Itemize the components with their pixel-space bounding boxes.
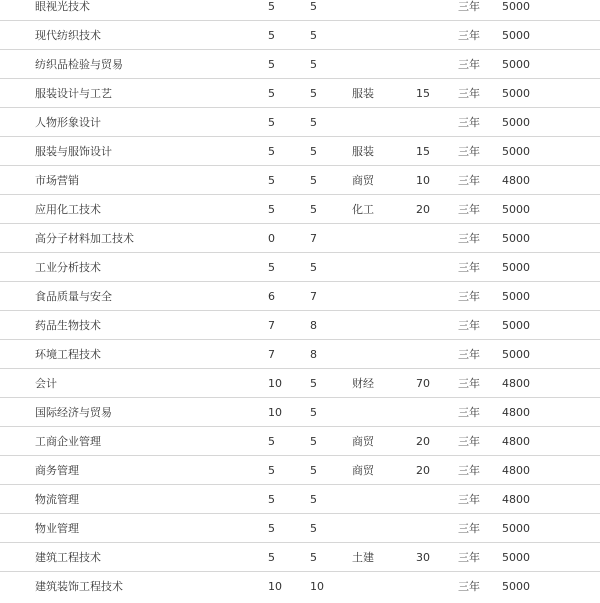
quota-b-cell: 7	[310, 224, 352, 253]
major-name-cell: 商务管理	[0, 456, 268, 485]
category-cell: 土建	[352, 543, 416, 572]
quota-b-cell: 5	[310, 166, 352, 195]
category-cell: 化工	[352, 195, 416, 224]
category-count-cell: 15	[416, 137, 458, 166]
category-count-cell	[416, 108, 458, 137]
major-name-cell: 现代纺织技术	[0, 21, 268, 50]
table-row	[0, 282, 600, 311]
major-name-cell: 应用化工技术	[0, 195, 268, 224]
category-count-cell	[416, 224, 458, 253]
quota-b-cell: 5	[310, 50, 352, 79]
category-cell	[352, 572, 416, 601]
category-count-cell	[416, 398, 458, 427]
table-row	[0, 427, 600, 456]
tuition-fee-cell: 5000	[502, 0, 600, 21]
table-row	[0, 369, 600, 398]
duration-cell: 三年	[458, 0, 502, 21]
category-cell	[352, 340, 416, 369]
quota-a-cell: 10	[268, 579, 282, 593]
quota-b-cell: 5	[310, 398, 352, 427]
quota-a-cell: 5	[268, 21, 310, 50]
quota-b-cell: 5	[310, 427, 352, 456]
duration-cell: 三年	[458, 340, 502, 369]
quota-a-cell: 5	[268, 514, 310, 543]
category-cell: 商贸	[352, 166, 416, 195]
table-row	[0, 108, 600, 137]
table-row	[0, 398, 600, 427]
major-name-cell: 环境工程技术	[0, 340, 268, 369]
major-name-cell: 高分子材料加工技术	[0, 224, 268, 253]
tuition-fee-cell: 5000	[502, 79, 600, 108]
tuition-fee-cell: 5000	[502, 282, 600, 311]
quota-b-cell: 5	[310, 253, 352, 282]
quota-b-cell: 5	[310, 108, 352, 137]
table-row	[0, 456, 600, 485]
tuition-fee-cell: 5000	[502, 224, 600, 253]
major-name-cell: 眼视光技术	[0, 0, 268, 21]
duration-cell: 三年	[458, 485, 502, 514]
category-count-cell: 20	[416, 427, 458, 456]
quota-a-cell: 5	[268, 456, 310, 485]
category-count-cell	[416, 572, 458, 601]
table-row	[0, 166, 600, 195]
category-count-cell: 20	[416, 456, 458, 485]
duration-cell: 三年	[458, 50, 502, 79]
tuition-fee-cell: 4800	[502, 456, 600, 485]
category-count-cell: 15	[416, 79, 458, 108]
duration-cell: 三年	[458, 166, 502, 195]
quota-b-cell: 5	[310, 195, 352, 224]
duration-cell: 三年	[458, 224, 502, 253]
tuition-fee-cell: 4800	[502, 166, 600, 195]
major-name-cell: 工业分析技术	[0, 253, 268, 282]
category-count-cell: 70	[416, 369, 458, 398]
category-cell	[352, 485, 416, 514]
category-count-cell	[416, 514, 458, 543]
duration-cell: 三年	[458, 195, 502, 224]
quota-a-cell: 0	[268, 224, 310, 253]
table-row	[0, 79, 600, 108]
duration-cell: 三年	[458, 514, 502, 543]
major-name-cell: 建筑工程技术	[0, 543, 268, 572]
duration-cell: 三年	[458, 580, 480, 593]
category-cell	[352, 398, 416, 427]
tuition-fee-cell: 4800	[502, 427, 600, 456]
quota-b-cell: 5	[310, 514, 352, 543]
table-row	[0, 572, 600, 601]
category-cell	[352, 50, 416, 79]
quota-a-cell: 5	[268, 108, 310, 137]
quota-b-cell: 5	[310, 79, 352, 108]
duration-cell: 三年	[458, 79, 502, 108]
tuition-fee-cell: 5000	[502, 311, 600, 340]
quota-a-cell: 5	[268, 427, 310, 456]
quota-a-cell: 10	[268, 398, 310, 427]
category-cell	[352, 514, 416, 543]
major-name-cell: 纺织品检验与贸易	[0, 50, 268, 79]
table-row	[0, 195, 600, 224]
major-name-cell: 物流管理	[0, 485, 268, 514]
tuition-fee-cell: 5000	[502, 21, 600, 50]
tuition-fee-cell: 4800	[502, 485, 600, 514]
category-count-cell	[416, 311, 458, 340]
duration-cell: 三年	[458, 108, 502, 137]
quota-a-cell: 5	[268, 195, 310, 224]
quota-a-cell: 5	[268, 79, 310, 108]
category-count-cell	[416, 282, 458, 311]
quota-b-cell: 5	[310, 21, 352, 50]
tuition-fee-cell: 5000	[502, 108, 600, 137]
duration-cell: 三年	[458, 137, 502, 166]
quota-b-cell: 8	[310, 340, 352, 369]
category-cell: 商贸	[352, 427, 416, 456]
major-name-cell: 国际经济与贸易	[0, 398, 268, 427]
major-name-cell: 市场营销	[0, 166, 268, 195]
quota-a-cell: 7	[268, 311, 310, 340]
duration-cell: 三年	[458, 253, 502, 282]
category-count-cell	[416, 21, 458, 50]
duration-cell: 三年	[458, 311, 502, 340]
category-cell	[352, 224, 416, 253]
table-row	[0, 543, 600, 572]
quota-a-cell: 5	[268, 0, 310, 21]
major-name-cell: 药品生物技术	[0, 311, 268, 340]
quota-b-cell: 5	[310, 543, 352, 572]
category-cell: 财经	[352, 369, 416, 398]
quota-b-cell: 5	[310, 456, 352, 485]
table-row	[0, 21, 600, 50]
category-count-cell	[416, 50, 458, 79]
category-count-cell	[416, 485, 458, 514]
category-count-cell	[416, 340, 458, 369]
tuition-fee-cell: 5000	[502, 137, 600, 166]
quota-a-cell: 5	[268, 166, 310, 195]
table-row	[0, 340, 600, 369]
quota-b-cell: 5	[310, 0, 352, 21]
tuition-fee-cell: 5000	[502, 50, 600, 79]
tuition-fee-cell: 5000	[502, 543, 600, 572]
quota-b-cell: 5	[310, 485, 352, 514]
table-row	[0, 311, 600, 340]
category-cell	[352, 21, 416, 50]
category-cell	[352, 311, 416, 340]
quota-b-cell: 10	[310, 579, 324, 593]
table-row	[0, 0, 600, 21]
duration-cell: 三年	[458, 369, 502, 398]
duration-cell: 三年	[458, 282, 502, 311]
table-row	[0, 253, 600, 282]
duration-cell: 三年	[458, 398, 502, 427]
category-count-cell	[416, 253, 458, 282]
tuition-fee-cell: 4800	[502, 369, 600, 398]
quota-a-cell: 5	[268, 50, 310, 79]
category-count-cell: 30	[416, 543, 458, 572]
table-row	[0, 485, 600, 514]
category-cell	[352, 108, 416, 137]
category-cell: 商贸	[352, 456, 416, 485]
duration-cell: 三年	[458, 427, 502, 456]
table-row	[0, 137, 600, 166]
tuition-fee-cell: 5000	[502, 253, 600, 282]
quota-a-cell: 7	[268, 340, 310, 369]
tuition-fee-cell: 5000	[502, 514, 600, 543]
tuition-fee-cell: 5000	[502, 579, 530, 593]
quota-a-cell: 5	[268, 253, 310, 282]
table-row	[0, 224, 600, 253]
category-cell	[352, 253, 416, 282]
major-name-cell: 食品质量与安全	[0, 282, 268, 311]
quota-b-cell: 7	[310, 282, 352, 311]
major-name-cell: 工商企业管理	[0, 427, 268, 456]
tuition-fee-cell: 4800	[502, 398, 600, 427]
quota-b-cell: 8	[310, 311, 352, 340]
tuition-fee-cell: 5000	[502, 195, 600, 224]
quota-a-cell: 6	[268, 282, 310, 311]
major-name-cell: 会计	[0, 369, 268, 398]
major-name-cell: 服装设计与工艺	[0, 79, 268, 108]
quota-a-cell: 5	[268, 485, 310, 514]
quota-a-cell: 10	[268, 369, 310, 398]
category-cell: 服装	[352, 79, 416, 108]
category-count-cell: 20	[416, 195, 458, 224]
quota-b-cell: 5	[310, 137, 352, 166]
quota-a-cell: 5	[268, 137, 310, 166]
major-name-cell: 建筑装饰工程技术	[35, 580, 123, 593]
category-count-cell	[416, 0, 458, 21]
major-name-cell: 服装与服饰设计	[0, 137, 268, 166]
major-name-cell: 人物形象设计	[0, 108, 268, 137]
duration-cell: 三年	[458, 543, 502, 572]
table-row	[0, 514, 600, 543]
category-cell	[352, 0, 416, 21]
quota-b-cell: 5	[310, 369, 352, 398]
table-row	[0, 50, 600, 79]
category-count-cell: 10	[416, 166, 458, 195]
tuition-fee-cell: 5000	[502, 340, 600, 369]
category-cell: 服装	[352, 137, 416, 166]
quota-a-cell: 5	[268, 543, 310, 572]
duration-cell: 三年	[458, 21, 502, 50]
category-cell	[352, 282, 416, 311]
major-name-cell: 物业管理	[0, 514, 268, 543]
duration-cell: 三年	[458, 456, 502, 485]
